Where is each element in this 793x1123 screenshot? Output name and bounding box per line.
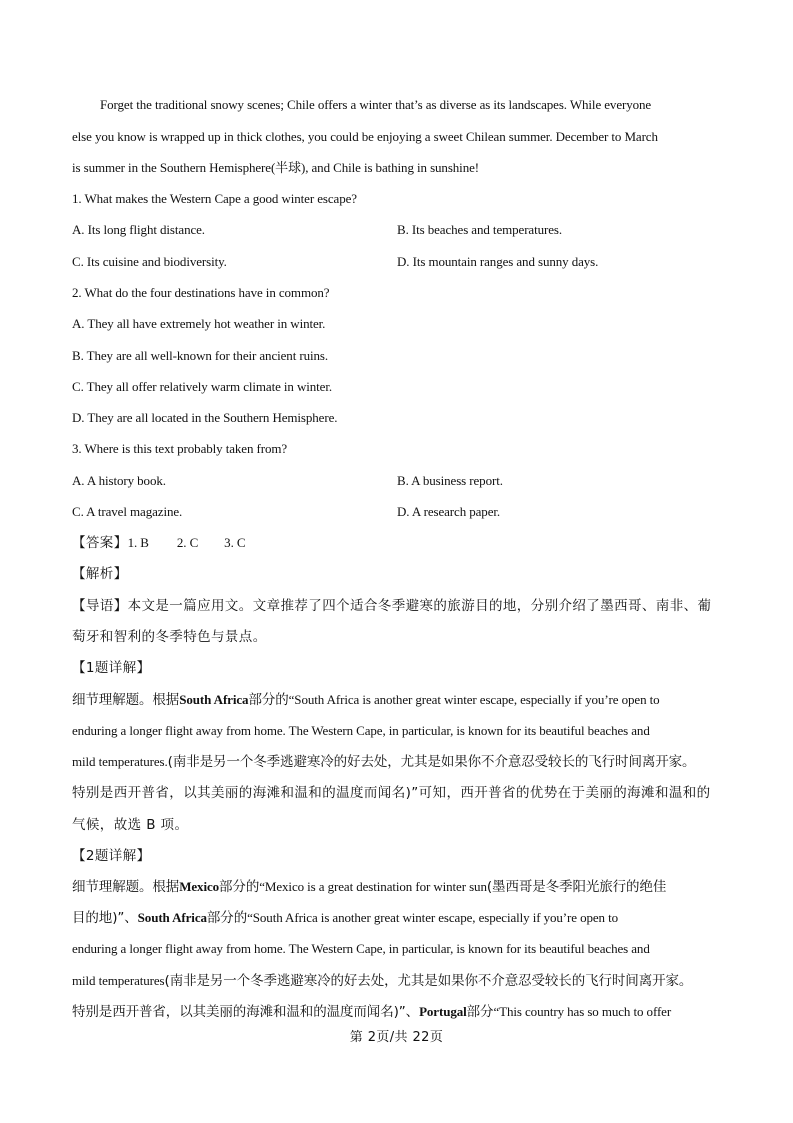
detail-text: 部分 xyxy=(466,1004,494,1020)
answer-label: 【答案】 xyxy=(72,535,128,551)
question-stem: 2. What do the four destinations have in common? xyxy=(72,285,330,300)
detail-text: 细节理解题。根据 xyxy=(72,879,180,895)
guide-line: 萄牙和智利的冬季特色与景点。 xyxy=(72,629,267,645)
detail-translation: (墨西哥是冬季阳光旅行的绝佳 xyxy=(486,879,667,895)
detail-quote: “Mexico is a great destination for winter sun xyxy=(259,879,487,894)
detail-quote: “This country has so much to offer xyxy=(493,1004,672,1019)
detail-line xyxy=(72,908,725,928)
question-option: B. A business report. xyxy=(397,473,503,488)
section-name: South Africa xyxy=(137,910,207,925)
detail-line xyxy=(72,877,725,897)
detail-line xyxy=(72,752,725,772)
question-option: D. They are all located in the Southern Hemisphere. xyxy=(72,410,338,425)
question-option: A. Its long flight distance. xyxy=(72,222,205,237)
question-option: A. A history book. xyxy=(72,473,166,488)
analysis-label: 【解析】 xyxy=(72,566,128,582)
detail-quote: “South Africa is another great winter escape, especially if you’re open to xyxy=(247,910,619,925)
detail-line: 气候，故选 B 项。 xyxy=(72,817,189,833)
detail-line xyxy=(72,690,725,710)
section-name: South Africa xyxy=(179,692,249,707)
section-name: Portugal xyxy=(419,1004,467,1019)
question-option: D. Its mountain ranges and sunny days. xyxy=(397,254,599,269)
detail-line: 特别是西开普省，以其美丽的海滩和温和的温度而闻名)”可知，西开普省的优势在于美丽的海滩和温和的 xyxy=(72,785,711,801)
question-option: C. Its cuisine and biodiversity. xyxy=(72,254,227,269)
detail-heading: 【2题详解】 xyxy=(72,848,151,864)
guide-line: 【导语】本文是一篇应用文。文章推荐了四个适合冬季避寒的旅游目的地，分别介绍了墨西哥、南非、葡 xyxy=(72,598,712,614)
detail-text: 细节理解题。根据 xyxy=(72,692,180,708)
question-option: B. They are all well-known for their ancient ruins. xyxy=(72,348,329,363)
question-option: B. Its beaches and temperatures. xyxy=(397,222,563,237)
question-stem: 3. Where is this text probably taken from? xyxy=(72,441,288,456)
detail-quote: “South Africa is another great winter escape, especially if you’re open to xyxy=(288,692,660,707)
question-option: A. They all have extremely hot weather in winter. xyxy=(72,316,326,331)
detail-quote: mild temperatures xyxy=(72,973,165,988)
section-name: Mexico xyxy=(179,879,220,894)
detail-translation: (南非是另一个冬季逃避寒冷的好去处，尤其是如果你不介意忍受较长的飞行时间离开家。 xyxy=(164,973,693,989)
detail-line xyxy=(72,1002,725,1022)
detail-line: enduring a longer flight away from home. The Western Cape, in particular, is known for its beautiful beaches and xyxy=(72,723,650,738)
detail-line xyxy=(72,971,725,991)
answer-item: 2. C xyxy=(176,535,199,550)
passage-line: else you know is wrapped up in thick clothes, you could be enjoying a sweet Chilean summer. December to March xyxy=(72,129,658,144)
passage-line: is summer in the Southern Hemisphere(半球), and Chile is bathing in sunshine! xyxy=(72,160,479,175)
detail-heading: 【1题详解】 xyxy=(72,660,151,676)
passage-line: Forget the traditional snowy scenes; Chile offers a winter that’s as diverse as its landscapes. While everyone xyxy=(100,97,652,112)
detail-text: 特别是西开普省，以其美丽的海滩和温和的温度而闻名)”、 xyxy=(72,1004,420,1020)
question-option: C. They all offer relatively warm climate in winter. xyxy=(72,379,333,394)
detail-text: 部分的 xyxy=(206,910,248,926)
question-option: D. A research paper. xyxy=(397,504,501,519)
detail-text: 部分的 xyxy=(248,692,289,708)
detail-translation: (南非是另一个冬季逃避寒冷的好去处，尤其是如果你不介意忍受较长的飞行时间离开家。 xyxy=(167,754,696,770)
question-stem: 1. What makes the Western Cape a good winter escape? xyxy=(72,191,357,206)
question-option: C. A travel magazine. xyxy=(72,504,183,519)
detail-text: 部分的 xyxy=(219,879,260,895)
answer-item: 3. C xyxy=(224,535,246,550)
answer-line xyxy=(72,533,725,553)
detail-quote: mild temperatures. xyxy=(72,754,168,769)
detail-line: enduring a longer flight away from home. The Western Cape, in particular, is known for its beautiful beaches and xyxy=(72,941,650,956)
answer-item: 1. B xyxy=(127,535,149,550)
page-number-footer: 第 2页/共 22页 xyxy=(349,1030,444,1045)
detail-text: 目的地)”、 xyxy=(72,910,138,926)
